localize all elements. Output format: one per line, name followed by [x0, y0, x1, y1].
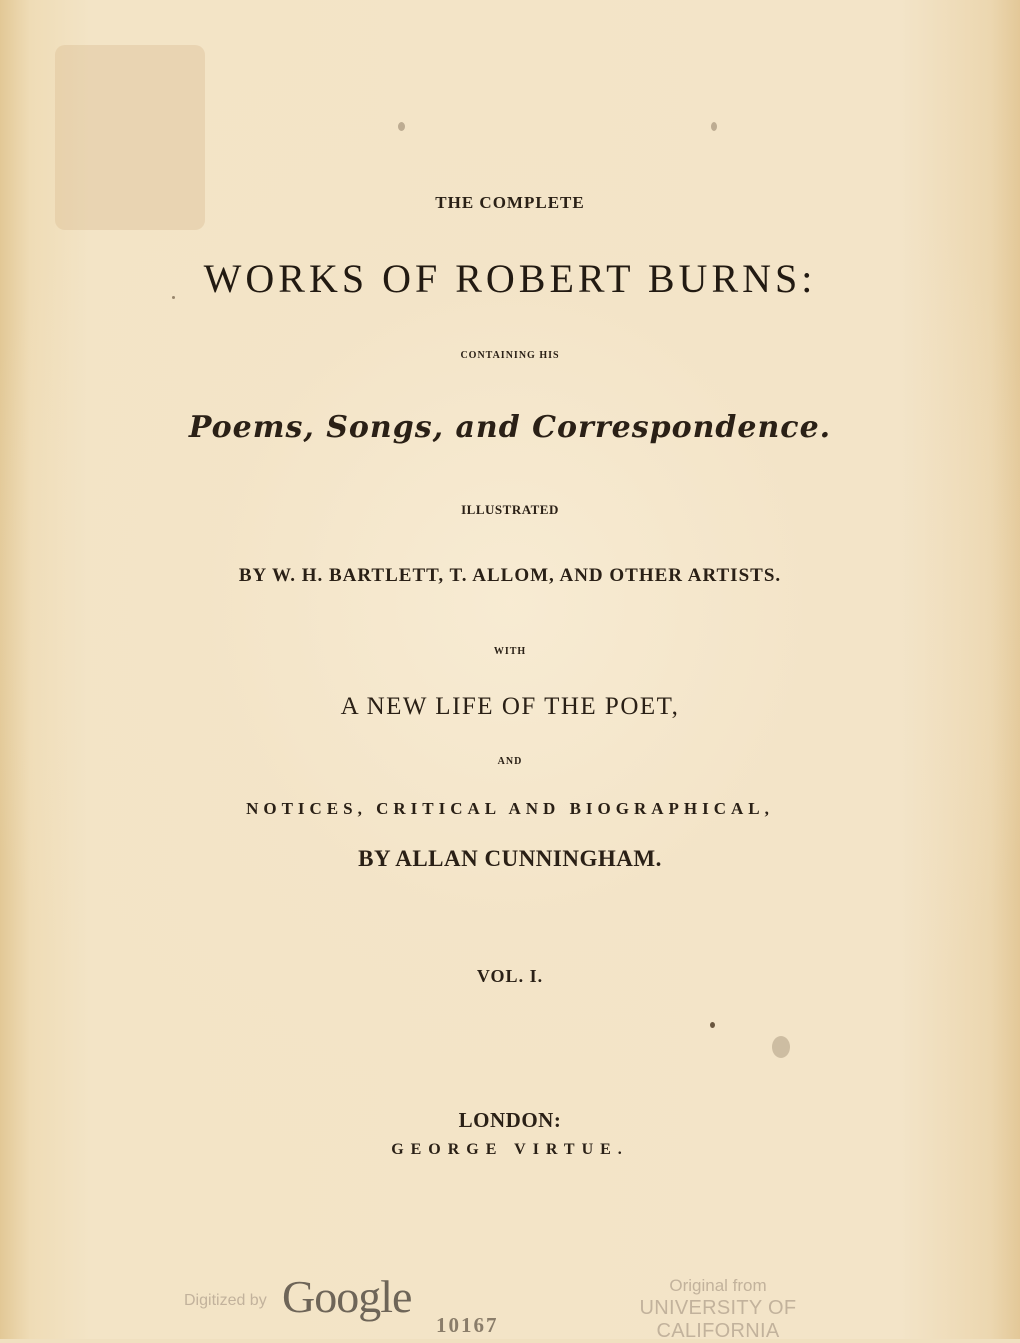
- contents-line: Poems, Songs, and Correspondence.: [188, 410, 832, 445]
- university-label: UNIVERSITY OF CALIFORNIA: [639, 1297, 797, 1342]
- containing-line: CONTAINING HIS: [460, 350, 560, 361]
- illustrated-line: ILLUSTRATED: [461, 502, 559, 517]
- original-from-label: Original from: [669, 1276, 767, 1295]
- ink-speck: [398, 122, 405, 131]
- library-stamp-number: 10167: [436, 1313, 499, 1337]
- ink-speck: [172, 296, 175, 299]
- digitized-by-label: Digitized by: [184, 1292, 267, 1309]
- author-line: BY ALLAN CUNNINGHAM.: [358, 846, 662, 871]
- ink-speck: [772, 1036, 790, 1058]
- and-line: AND: [497, 756, 523, 767]
- subtitle-the-complete: THE COMPLETE: [435, 193, 585, 212]
- place-of-publication: LONDON:: [458, 1108, 562, 1132]
- with-line: WITH: [493, 646, 527, 657]
- ink-speck: [711, 122, 717, 131]
- main-title: WORKS OF ROBERT BURNS:: [203, 256, 817, 301]
- ink-speck: [710, 1022, 715, 1028]
- new-life-line: A NEW LIFE OF THE POET,: [340, 693, 680, 720]
- artists-line: BY W. H. BARTLETT, T. ALLOM, AND OTHER ARTISTS.: [238, 565, 782, 586]
- publisher-name: GEORGE VIRTUE.: [391, 1141, 629, 1158]
- google-logo: Google: [282, 1271, 412, 1322]
- volume-label: VOL. I.: [476, 966, 544, 986]
- notices-line: NOTICES, CRITICAL AND BIOGRAPHICAL,: [246, 799, 774, 818]
